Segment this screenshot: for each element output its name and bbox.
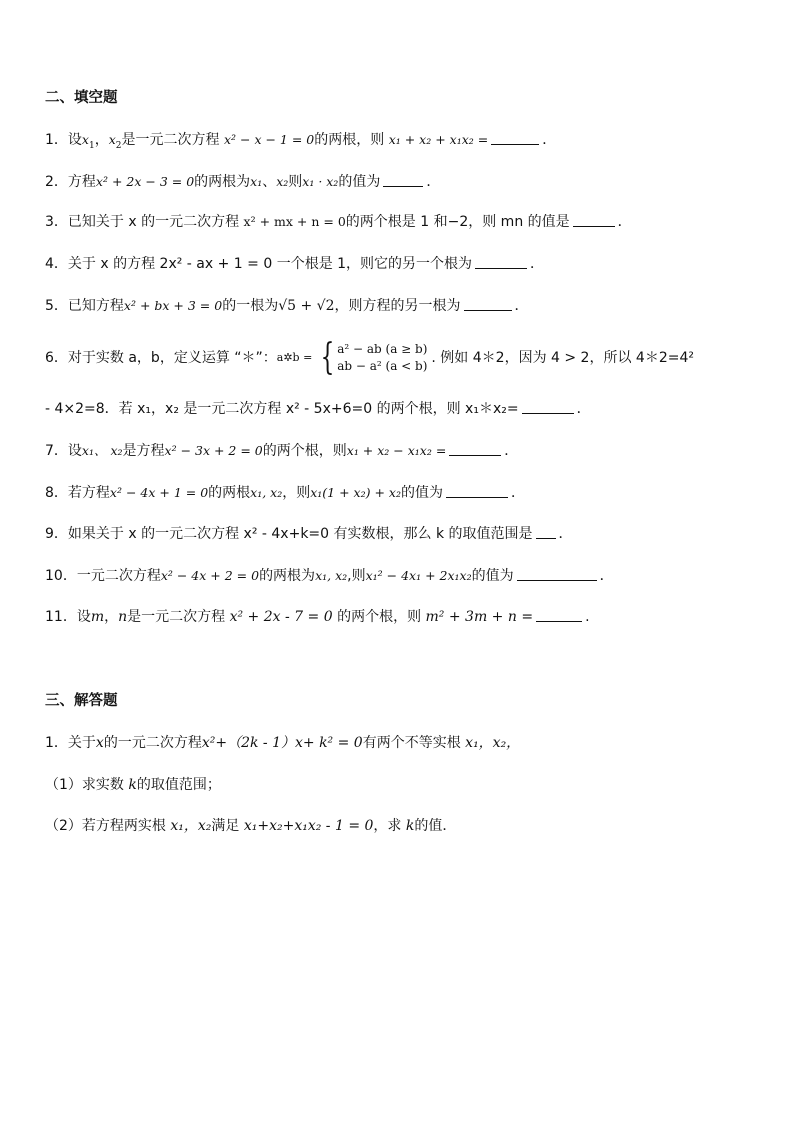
q5-mid: 的一根为	[222, 298, 279, 314]
p1a-k: k	[128, 777, 137, 793]
q9-text: 9．如果关于 x 的一元二次方程 x² - 4x+k=0 有实数根，那么 k 的取值范围是	[45, 526, 533, 542]
q2-sep: 、	[262, 174, 277, 190]
q6-case1: a² − ab (a ≥ b)	[337, 342, 428, 356]
q6-answer-blank[interactable]	[522, 399, 574, 414]
q2-var2: x₂	[276, 174, 289, 189]
section-title-solutions: 三、解答题	[45, 693, 118, 709]
q8-equation: x² − 4x + 1 = 0	[109, 485, 209, 500]
q8-vars: x₁, x₂	[250, 485, 283, 500]
q6b-text: - 4×2=8．若 x₁，x₂ 是一元二次方程 x² - 5x+6=0 的两个根，则 x₁＊x₂=	[45, 401, 519, 417]
q10-prefix: 10．一元二次方程	[45, 568, 161, 584]
q2-equation: x² + 2x − 3 = 0	[95, 174, 195, 189]
q1-sub2: 2	[115, 140, 122, 151]
q7-mid: 是方程	[122, 443, 165, 459]
q7-post: 的两个根，则	[262, 443, 347, 459]
q10-post2: 的值为	[471, 568, 514, 584]
q2-prefix: 2．方程	[45, 174, 96, 190]
p1a-post: 的取值范围；	[136, 777, 221, 793]
q3-equation: x² + mx + n = 0	[243, 214, 346, 229]
q6-post: . 例如 4＊2，因为 4 > 2，所以 4＊2=4²	[431, 350, 694, 366]
q10-end: ．	[599, 568, 614, 584]
p1b-roots: x₁，x₂	[170, 818, 212, 834]
q6-piecewise	[316, 337, 428, 378]
q11-expression: m² + 3m + n =	[425, 609, 534, 625]
q7-expression: x₁ + x₂ − x₁x₂ =	[346, 443, 447, 458]
q2-post: 则	[288, 174, 303, 190]
q7-end: ．	[504, 443, 519, 459]
q5-equation: x² + bx + 3 = 0	[123, 298, 223, 313]
q2-post2: 的值为	[338, 174, 381, 190]
q1-mid: 是一元二次方程	[121, 132, 220, 148]
question-2	[45, 172, 440, 192]
q11-mid: 是一元二次方程	[127, 609, 226, 625]
p1b-k: k	[405, 818, 415, 834]
q1-var1: x	[81, 132, 89, 147]
q1-sep: ，	[94, 132, 109, 148]
q5-root: √5 + √2	[278, 298, 335, 314]
question-7	[45, 441, 518, 461]
p1b-post: ，求	[373, 818, 402, 834]
q1-prefix: 1．设	[45, 132, 82, 148]
q2-answer-blank[interactable]	[383, 172, 423, 187]
q3-mid: 的两个根是 1 和−2，则 mn 的值是	[345, 214, 570, 230]
q11-n: n	[118, 609, 128, 625]
q3-prefix: 3．已知关于 x 的一元二次方程	[45, 214, 240, 230]
q7-vars: x₁、 x₂	[81, 443, 123, 458]
question-1	[45, 130, 556, 156]
question-9	[45, 524, 573, 544]
q8-post: ，则	[282, 485, 311, 501]
q2-var1: x₁	[250, 174, 263, 189]
question-6-continued	[45, 399, 591, 419]
q6-brace-symbol: {	[320, 337, 335, 378]
q6-lhs: a✲b =	[276, 351, 313, 364]
q11-end: .	[585, 609, 590, 625]
q7-prefix: 7．设	[45, 443, 82, 459]
p1-mid: 的一元二次方程	[103, 735, 202, 751]
q4-text: 4．关于 x 的方程 2x² - ax + 1 = 0 一个根是 1，则它的另一个根为	[45, 256, 473, 272]
p1a-prefix: （1）求实数	[45, 777, 124, 793]
q5-prefix: 5．已知方程	[45, 298, 124, 314]
q8-mid: 的两根	[208, 485, 251, 501]
q1-var2: x	[108, 132, 116, 147]
q6b-end: ．	[576, 401, 591, 417]
p1-prefix: 1．关于	[45, 735, 96, 751]
problem-1	[45, 733, 520, 753]
q1-sub1: 1	[88, 140, 95, 151]
q6-case2: ab − a² (a < b)	[337, 359, 428, 373]
q2-expression: x₁ · x₂	[302, 174, 339, 189]
q9-answer-blank[interactable]	[536, 524, 556, 539]
q7-answer-blank[interactable]	[449, 441, 501, 456]
p1-roots: x₁，x₂，	[465, 735, 521, 751]
q1-post: 的两根，则	[314, 132, 385, 148]
q10-expression: x₁² − 4x₁ + 2x₁x₂	[365, 568, 472, 583]
q4-end: ．	[530, 256, 545, 272]
q3-answer-blank[interactable]	[573, 212, 615, 227]
q5-end: ．	[514, 298, 529, 314]
problem-1-part-1	[45, 775, 221, 795]
question-5	[45, 296, 529, 316]
q6-prefix: 6．对于实数 a，b，定义运算 “＊”：	[45, 350, 277, 366]
q10-vars: x₁, x₂	[315, 568, 348, 583]
p1b-equation: x₁+x₂+x₁x₂ - 1 = 0	[243, 818, 374, 834]
section-title-fill-in: 二、填空题	[45, 90, 118, 106]
problem-1-part-2	[45, 816, 456, 836]
p1b-mid: 满足	[211, 818, 240, 834]
q6-cases	[337, 341, 427, 375]
q9-end: ．	[558, 526, 573, 542]
q10-equation: x² − 4x + 2 = 0	[160, 568, 260, 583]
question-3	[45, 212, 632, 232]
q10-answer-blank[interactable]	[517, 566, 597, 581]
p1b-prefix: （2）若方程两实根	[45, 818, 166, 834]
q11-prefix: 11．设	[45, 609, 91, 625]
p1-post: 有两个不等实根	[362, 735, 461, 751]
q5-answer-blank[interactable]	[464, 296, 512, 311]
q7-equation: x² − 3x + 2 = 0	[164, 443, 263, 458]
p1b-end: 的值．	[414, 818, 457, 834]
q8-post2: 的值为	[400, 485, 443, 501]
q11-equation: x² + 2x - 7 = 0	[229, 609, 333, 625]
q3-end: ．	[617, 214, 632, 230]
q1-end: ．	[542, 132, 557, 148]
q2-mid: 的两根为	[194, 174, 251, 190]
p1-equation: x²+（2k - 1）x+ k² = 0	[201, 735, 363, 751]
q4-answer-blank[interactable]	[475, 254, 527, 269]
question-11	[45, 607, 590, 627]
p1-x: x	[95, 735, 104, 751]
q5-post: ，则方程的另一根为	[334, 298, 461, 314]
q1-expression: x₁ + x₂ + x₁x₂ =	[388, 132, 489, 147]
question-8	[45, 483, 525, 503]
q8-expression: x₁(1 + x₂) + x₂	[310, 485, 401, 500]
q8-answer-blank[interactable]	[446, 483, 508, 498]
q11-post: 的两个根，则	[337, 609, 422, 625]
q10-mid: 的两根为	[259, 568, 316, 584]
q1-answer-blank[interactable]	[491, 130, 539, 145]
q11-sep: ，	[104, 609, 119, 625]
q2-end: ．	[426, 174, 441, 190]
question-4	[45, 254, 544, 274]
question-10	[45, 566, 614, 586]
q1-equation: x² − x − 1 = 0	[223, 132, 315, 147]
q8-prefix: 8．若方程	[45, 485, 110, 501]
q8-end: ．	[510, 485, 525, 501]
question-6	[45, 338, 694, 378]
q10-post: ,则	[347, 568, 366, 584]
q11-answer-blank[interactable]	[536, 607, 582, 622]
q11-m: m	[90, 609, 105, 625]
